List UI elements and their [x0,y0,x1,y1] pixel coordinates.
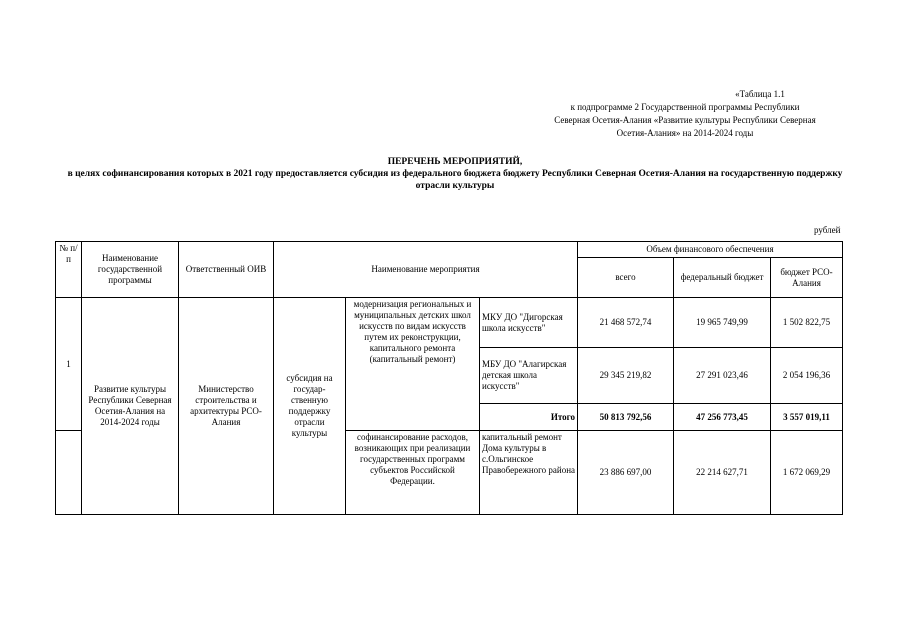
caption-line-1: «Таблица 1.1 [735,89,785,99]
house-of-culture: капитальный ремонт Дома культуры в с.Ольгинское Правобережного района [480,431,578,515]
row-number-empty [56,431,82,515]
event-modernization: модернизация региональных и муниципальных детских школ искусств по видам искусств путем их реконструкции, капитального ремонта (капитальный ремонт) [346,298,480,431]
school1-regional: 1 502 822,75 [771,298,843,348]
table-caption [505,88,865,140]
caption-line-2: к подпрограмме 2 Государственной программы Республики [570,102,800,112]
events-table [55,241,843,515]
itogo-regional: 3 557 019,11 [771,404,843,431]
itogo-total: 50 813 792,56 [578,404,674,431]
header-regional: бюджет РСО-Алания [771,258,843,298]
title-subtitle: в целях софинансирования которых в 2021 году предоставляется субсидия из федерального бюджета бюджету Республики Северная Осетия-Алания на государственную поддержку отрасли культуры [67,169,843,191]
header-event: Наименование мероприятия [274,242,578,298]
row-number: 1 [56,298,82,431]
house-total: 23 886 697,00 [578,431,674,515]
header-total: всего [578,258,674,298]
school2-total: 29 345 219,82 [578,348,674,404]
school-digora: МКУ ДО "Дигорская школа искусств" [480,298,578,348]
itogo-federal: 47 256 773,45 [674,404,771,431]
school1-total: 21 468 572,74 [578,298,674,348]
document-title [60,156,850,192]
subsidy-name: субсидия на государ-ственную поддержку отрасли культуры [274,298,346,515]
currency-unit: рублей [814,225,841,235]
header-num: № п/п [56,242,82,298]
header-oiv: Ответственный ОИВ [179,242,274,298]
school2-regional: 2 054 196,36 [771,348,843,404]
school2-federal: 27 291 023,46 [674,348,771,404]
caption-line-4: Осетия-Алания» на 2014-2024 годы [616,128,754,138]
responsible-oiv: Министерство строительства и архитектуры РСО-Алания [179,298,274,515]
house-regional: 1 672 069,29 [771,431,843,515]
caption-line-3: Северная Осетия-Алания «Развитие культуры Республики Северная [554,115,816,125]
school-alagir: МБУ ДО "Алагирская детская школа искусств" [480,348,578,404]
title-main: ПЕРЕЧЕНЬ МЕРОПРИЯТИЙ, [387,157,523,167]
school1-federal: 19 965 749,99 [674,298,771,348]
header-program: Наименование государственной программы [82,242,179,298]
program-name: Развитие культуры Республики Северная Осетия-Алания на 2014-2024 годы [82,298,179,515]
header-finance: Объем финансового обеспечения [578,242,843,258]
event-cofinancing: софинансирование расходов, возникающих при реализации государственных программ субъектов Российской Федерации. [346,431,480,515]
house-federal: 22 214 627,71 [674,431,771,515]
header-federal: федеральный бюджет [674,258,771,298]
itogo-label: Итого [480,404,578,431]
